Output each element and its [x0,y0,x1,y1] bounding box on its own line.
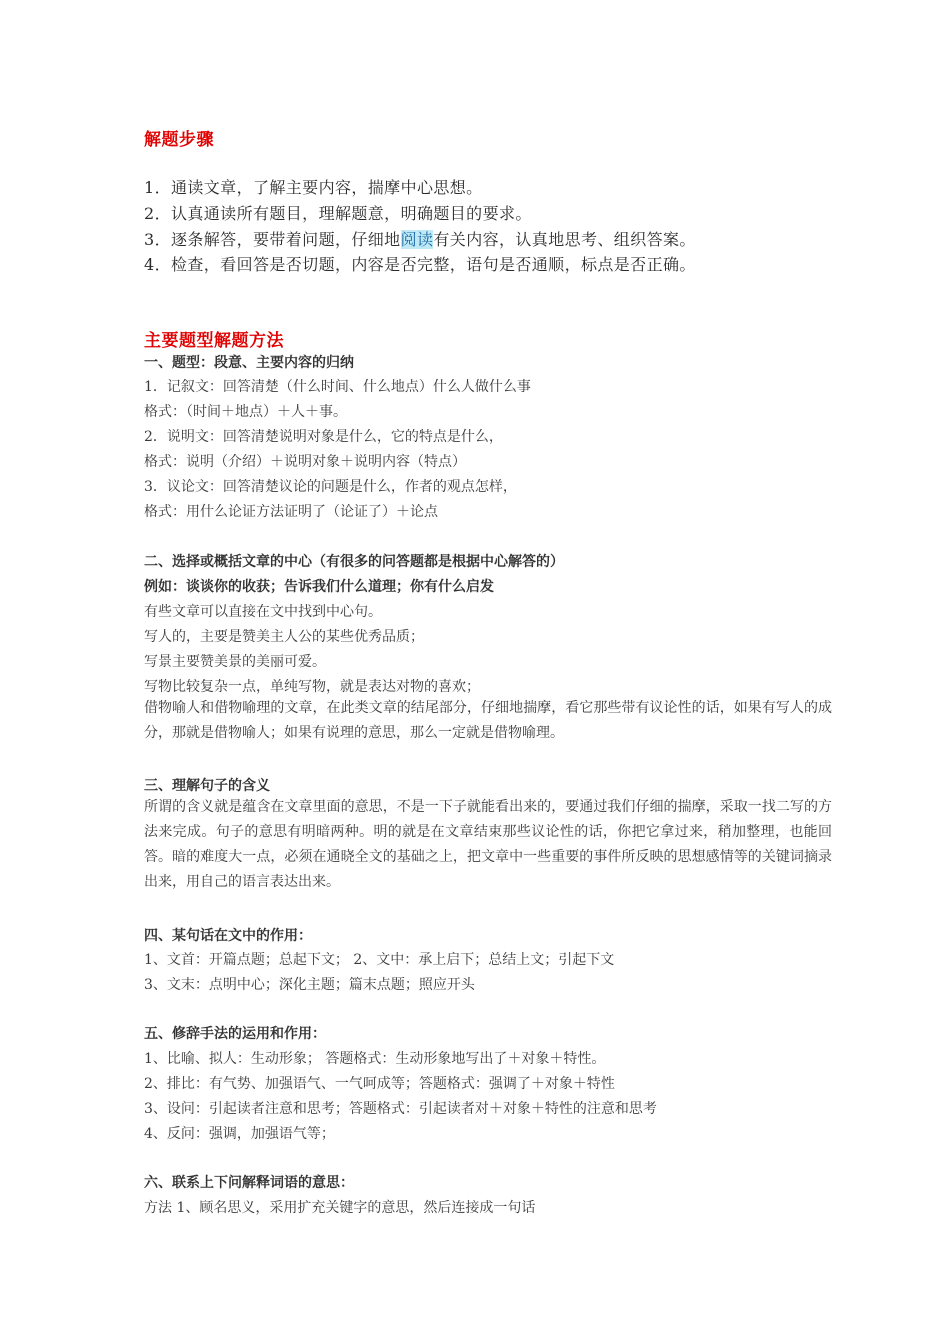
section-5-line: 3、设问：引起读者注意和思考；答题格式：引起读者对＋对象＋特性的注意和思考 [144,1101,657,1117]
section-1-heading: 一、题型：段意、主要内容的归纳 [144,355,354,371]
section-1-line: 1．记叙文：回答清楚（什么时间、什么地点）什么人做什么事 [144,379,531,395]
section-6-line: 方法 1、顾名思义，采用扩充关键字的意思，然后连接成一句话 [144,1200,536,1216]
section-1-line: 格式：说明（介绍）＋说明对象＋说明内容（特点） [144,454,466,470]
section-5-line: 1、比喻、拟人：生动形象； 答题格式：生动形象地写出了＋对象＋特性。 [144,1051,606,1067]
step-1: 1．通读文章，了解主要内容，揣摩中心思想。 [144,178,483,197]
section-4-line: 1、文首：开篇点题；总起下文； 2、文中：承上启下；总结上文；引起下文 [144,952,615,968]
section-3-paragraph: 所谓的含义就是蕴含在文章里面的意思，不是一下子就能看出来的，要通过我们仔细的揣摩，采取一找二写的方法来完成。句子的意思有明暗两种。明的就是在文章结束那些议论性的话，你把它拿过来，稍加整理，也能回答。暗的难度大一点，必须在通晓全文的基础之上，把文章中一些重要的事件所反映的思想感情等的关键词摘录出来，用自己的语言表达出来。 [144,799,832,890]
highlighted-link-reading[interactable]: 阅读 [400,230,434,249]
step-3 [144,227,696,250]
section-2-line: 写物比较复杂一点，单纯写物，就是表达对物的喜欢； [144,679,480,695]
step-4: 4．检查，看回答是否切题，内容是否完整，语句是否通顺，标点是否正确。 [144,255,696,274]
section-6-heading: 六、联系上下问解释词语的意思： [144,1175,354,1191]
section-4-line: 3、文末：点明中心；深化主题；篇末点题；照应开头 [144,977,475,993]
section-5-heading: 五、修辞手法的运用和作用： [144,1026,326,1042]
section-5-line: 2、排比：有气势、加强语气、一气呵成等；答题格式：强调了＋对象＋特性 [144,1076,615,1092]
section-5-line: 4、反问：强调，加强语气等； [144,1126,335,1142]
section-1-line: 格式：用什么论证方法证明了（论证了）＋论点 [144,504,438,520]
section-title-steps: 解题步骤 [144,130,214,150]
section-1-line: 3．议论文：回答清楚议论的问题是什么，作者的观点怎样， [144,479,517,495]
section-1-line: 格式：（时间＋地点）＋人＋事。 [144,404,347,420]
section-2-line: 有些文章可以直接在文中找到中心句。 [144,604,382,620]
section-2-heading: 二、选择或概括文章的中心（有很多的问答题都是根据中心解答的） [144,554,564,570]
section-2-line: 写人的，主要是赞美主人公的某些优秀品质； [144,629,424,645]
step-3-post: 有关内容，认真地思考、组织答案。 [433,230,696,249]
section-2-line: 写景主要赞美景的美丽可爱。 [144,654,326,670]
step-2: 2．认真通读所有题目，理解题意，明确题目的要求。 [144,204,532,223]
section-2-example: 例如：谈谈你的收获；告诉我们什么道理；你有什么启发 [144,579,494,595]
section-1-line: 2．说明文：回答清楚说明对象是什么，它的特点是什么， [144,429,503,445]
section-3-heading: 三、理解句子的含义 [144,778,270,794]
section-4-heading: 四、某句话在文中的作用： [144,928,312,944]
section-title-methods: 主要题型解题方法 [144,331,284,351]
step-3-pre: 3．逐条解答，要带着问题，仔细地 [144,230,401,249]
section-2-paragraph: 借物喻人和借物喻理的文章，在此类文章的结尾部分，仔细地揣摩，看它那些带有议论性的话，如果有写人的成分，那就是借物喻人；如果有说理的意思，那么一定就是借物喻理。 [144,700,832,741]
